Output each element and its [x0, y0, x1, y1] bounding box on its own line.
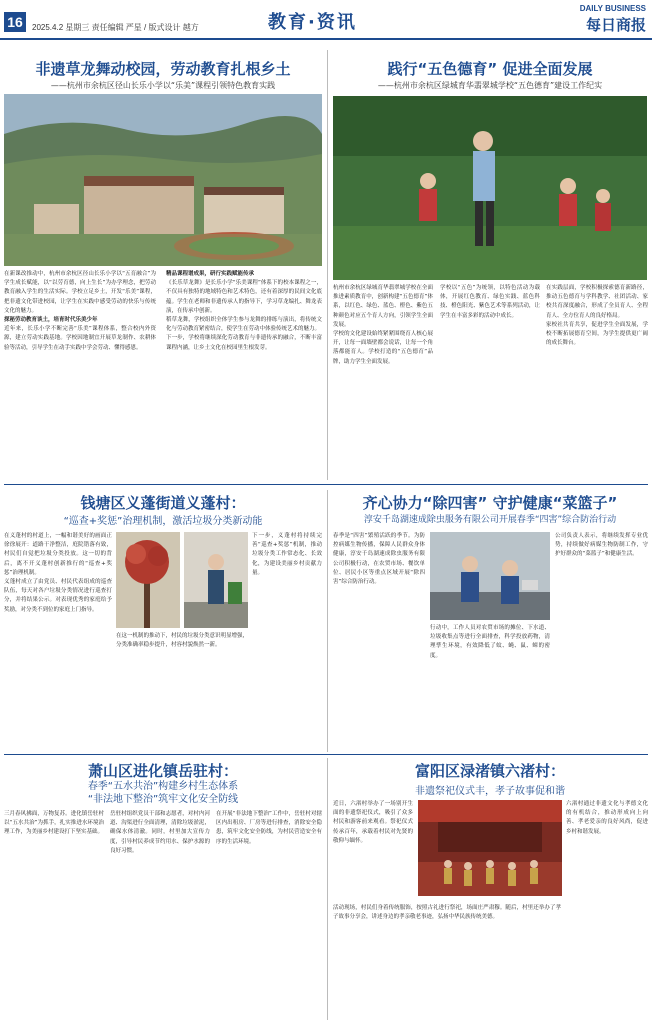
article-3-photo-inspection — [184, 532, 248, 628]
paragraph: 岳驻村组织党员干部和志愿者，对村内河道、沟渠进行全面清理，清除垃圾淤泥，确保水体清澈。同时，村里加大宣传力度，引导村民养成节约用水、保护水源的良好习惯。 — [110, 811, 210, 854]
article-2-body-column-2 — [440, 284, 540, 480]
article-1-subheadline: ——杭州市余杭区径山长乐小学以“乐美”课程引领特色教育实践 — [50, 81, 276, 90]
article-4-subheadline: 淳安千岛湖速成除虫服务有限公司开展春季“四害”综合防治行动 — [363, 515, 617, 525]
article-3-body-column-3 — [252, 532, 322, 750]
paragraph: 近日，六渚村举办了一场别开生面的非遗祭祀仪式，吸引了众多村民和游客前来观看。祭祀仪式传承百年，承载着村民对先贤的敬仰与缅怀。 — [333, 801, 413, 844]
paragraph: 在义蓬村的村道上，一幅和谐美好的画面正徐徐展开：道路干净整洁，庭院错落有致，村民们自觉把垃圾分类投放。这一切的背后，离不开义蓬村创新推行的“巡查+奖惩”治理机制。 — [4, 533, 112, 576]
paragraph: 活动现场，村民们身着传统服饰，按照古礼进行祭祀，场面庄严肃穆。随后，村里还举办了孝子故事分享会，讲述身边的孝亲敬老事迹，弘扬中华民族传统美德。 — [333, 905, 561, 921]
masthead — [0, 0, 652, 40]
section-heading: 精品课程谱成果，研行实践赋能传承 — [166, 271, 255, 277]
article-2-body-column-1 — [333, 284, 433, 480]
article-3-body-column-1 — [4, 532, 112, 750]
section-heading: 探秘劳动教育谈土，培育时代乐美少年 — [4, 317, 98, 324]
article-3-subheadline: “巡查+奖惩”治理机制，激活垃圾分类新动能 — [63, 516, 263, 527]
paragraph: 公司负责人表示，将继续发挥专业优势，持续做好病媒生物防制工作，守护好群众的“菜篮子”和健康生活。 — [555, 533, 648, 558]
paragraph: 春季是“四害”繁殖活跃的季节。为防控病媒生物传播，保障人民群众身体健康，淳安千岛湖速成除虫服务有限公司积极行动，在农贸市场、餐饮单位、居民小区等重点区域开展“除四害”综合防治行动。 — [333, 533, 425, 586]
article-2-subheadline: ——杭州市余杭区绿城育华翡翠城学校“五色德育”建设工作纪实 — [377, 81, 603, 90]
paragraph: 下一步，义蓬村将持续完善“巡查+奖惩”机制，推动垃圾分类工作常态化、长效化，为建设美丽乡村贡献力量。 — [252, 533, 322, 576]
column-divider — [327, 50, 328, 480]
paragraph: 学校以“五色”为统领，以特色活动为载体，开展红色教育、绿色实践、蓝色科技、橙色阳光、紫色艺术等系列活动，让学生在丰富多彩的活动中成长。 — [440, 285, 540, 319]
article-4-body-column-2 — [430, 624, 550, 750]
paragraph: 在这一机制的推动下，村民的垃圾分类意识明显增强，分类准确率稳步提升，村容村貌焕然一新。 — [116, 633, 248, 649]
article-5-subheadline: 春季“五水共治”构建乡村生态体系 “非法地下整治”筑牢文化安全防线 — [87, 781, 239, 805]
paragraph: 在开展“非法地下整治”工作中，岳驻村对辖区内出租房、厂房等进行排查，消除安全隐患，筑牢文化安全防线，为村民营造安全有序的生活环境。 — [216, 811, 322, 845]
article-2-headline: 践行“五色德育” 促进全面发展 — [387, 60, 593, 78]
article-6-photo-ceremony — [418, 800, 562, 896]
paper-name-chinese: 每日商报 — [585, 16, 646, 34]
article-6-body-column-3 — [566, 800, 648, 1020]
article-6-body-column-1 — [333, 800, 413, 900]
article-1-body-column-1 — [4, 270, 156, 480]
article-5-headline: 萧山区进化镇岳驻村： — [87, 762, 238, 780]
article-6-headline: 富阳区渌渚镇六渚村： — [414, 762, 565, 780]
article-1-photo-campus — [4, 94, 322, 266]
section-divider — [4, 484, 648, 485]
paragraph: 行动中，工作人员对农贸市场的摊位、下水道、垃圾收集点等进行全面排查，科学投放药物，清理孳生环境，有效降低了蚊、蝇、鼠、蟑的密度。 — [430, 625, 550, 659]
article-2-photo-activity — [333, 96, 647, 280]
article-5-body-column-1 — [4, 810, 104, 1020]
page-number: 16 — [4, 12, 26, 32]
issue-line: 2025.4.2 星期三 责任编辑 严星 / 版式设计 越方 — [32, 23, 199, 32]
paragraph: 在新课改推动中，杭州市余杭区径山长乐小学以“五育融合”为学生成长赋能，以“以劳育德，向上生长”为办学理念，把劳动教育融入学生的生活实际。学校立足乡土，开发“乐美”课程，把非遗文化带进校园，让学生在实践中感受劳动的快乐与传统文化的魅力。 — [4, 271, 156, 314]
article-6-body-column-2 — [333, 904, 561, 1020]
article-1-body-column-2 — [166, 270, 322, 480]
paragraph: 三月春风拂面，万物复苏。进化镇岳驻村以“五水共治”为抓手，扎实推进水环境治理工作，为美丽乡村建设打下坚实基础。 — [4, 811, 104, 836]
paragraph: 《长乐草龙舞》是长乐小学“乐美课程”体系下的校本课程之一，不仅具有独特的地域特色和艺术特色，还有着深厚的民间文化底蕴。学生在老师和非遗传承人的指导下，学习草龙编扎、舞龙表演，在传承中创新。 — [166, 280, 322, 314]
article-4-headline: 齐心协力“除四害” 守护健康“菜篮子” — [362, 494, 618, 512]
article-5-body-column-3 — [216, 810, 322, 1020]
section-divider — [4, 754, 648, 755]
section-title: 教育·资讯 — [268, 12, 357, 33]
article-4-body-column-3 — [555, 532, 648, 750]
paragraph: 杭州市余杭区绿城育华翡翠城学校在全面推进素质教育中，创新构建“五色德育”体系，以红色、绿色、蓝色、橙色、紫色五种颜色对应五个育人方向，引领学生全面发展。 — [333, 285, 433, 328]
column-divider — [327, 758, 328, 1020]
paragraph: 义蓬村成立了由党员、村民代表组成的巡查队伍，每天对各户垃圾分类情况进行巡查打分，并将结果公示。对表现优秀的家庭给予奖励，对分类不到位的家庭上门指导。 — [4, 579, 112, 613]
paragraph: 六渚村通过非遗文化与孝德文化的有机结合，推动形成向上向善、孝老爱亲的良好风尚，促进乡村和谐发展。 — [566, 801, 648, 835]
paragraph: 稻草龙舞，学校组织全体学生参与龙舞的排练与演出，将传统文化与劳动教育紧密结合，使学生在劳动中体验传统艺术的魅力。 — [166, 317, 322, 333]
article-3-photo-tree — [116, 532, 180, 628]
column-divider — [327, 490, 328, 752]
paragraph: 下一步，学校将继续深化劳动教育与非遗传承的融合，不断丰富课程内涵，让乡土文化在校园里生根发芽。 — [166, 335, 322, 351]
article-5-body-column-2 — [110, 810, 210, 1020]
paragraph: 学校的文化建设始终紧紧围绕育人核心展开，让每一面墙壁都会说话，让每一个角落都能育人。学校打造的“五色德育”品牌，助力学生全面发展。 — [333, 331, 433, 365]
paragraph: 近年来，长乐小学不断完善“乐美”课程体系，整合校内外资源，建立劳动实践基地。学校因地制宜开展草龙制作、农耕体验等活动，引导学生在动手实践中学会劳动、懂得感恩。 — [4, 326, 156, 351]
article-3-body-column-2 — [116, 632, 248, 750]
article-1-headline: 非遗草龙舞动校园，劳动教育扎根乡土 — [35, 60, 291, 78]
article-6-subheadline: 非遗祭祀仪式丰，孝子故事促和谐 — [415, 786, 565, 797]
article-2-body-column-3 — [546, 284, 648, 480]
article-4-body-column-1 — [333, 532, 425, 750]
article-3-headline: 钱塘区义蓬街道义蓬村： — [80, 494, 246, 512]
paper-name-english: DAILY BUSINESS — [579, 4, 646, 13]
article-4-photo-workers — [430, 532, 550, 620]
paragraph: 在实践层面，学校积极探索德育新路径，推动五色德育与学科教学、社团活动、家校共育深度融合，形成了全员育人、全程育人、全方位育人的良好格局。 — [546, 285, 648, 319]
paragraph: 家校社共育共享，促进学生全面发展，学校不断拓展德育空间，为学生提供更广阔的成长舞台。 — [546, 321, 648, 347]
